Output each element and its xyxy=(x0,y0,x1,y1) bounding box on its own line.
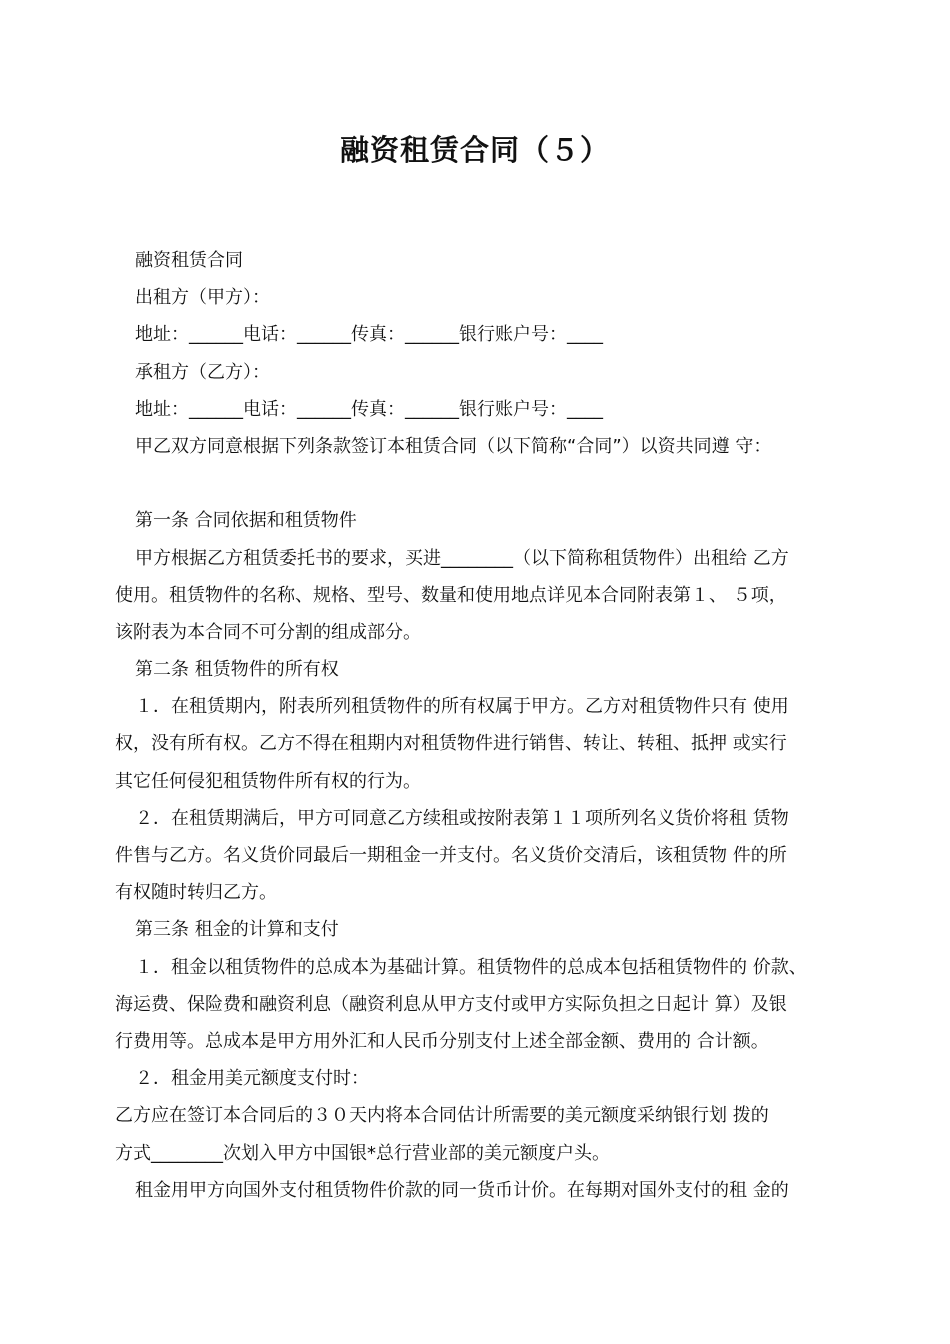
paragraph-line: 融资租赁合同 xyxy=(135,250,243,271)
paragraph-line: 其它任何侵犯租赁物件所有权的行为。 xyxy=(115,770,421,792)
document-title: 融资租赁合同（５） xyxy=(339,133,610,167)
paragraph-line: 权，没有所有权。乙方不得在租期内对租赁物件进行销售、转让、转租、抵押 或实行 xyxy=(115,733,787,755)
paragraph-line: 该附表为本合同不可分割的组成部分。 xyxy=(115,621,421,643)
paragraph-line: 租金用甲方向国外支付租赁物件价款的同一货币计价。在每期对国外支付的租 金的 xyxy=(135,1179,789,1201)
paragraph-line: １．在租赁期内，附表所列租赁物件的所有权属于甲方。乙方对租赁物件只有 使用 xyxy=(135,696,789,718)
paragraph-line: 乙方应在签订本合同后的３０天内将本合同估计所需要的美元额度采纳银行划 拨的 xyxy=(115,1105,769,1127)
paragraph-line: ２．在租赁期满后，甲方可同意乙方续租或按附表第１１项所列名义货价将租 赁物 xyxy=(135,807,789,829)
paragraph-line: 行费用等。总成本是甲方用外汇和人民币分别支付上述全部金额、费用的 合计额。 xyxy=(115,1030,769,1052)
paragraph-line: 甲乙双方同意根据下列条款签订本租赁合同（以下简称“合同”）以资共同遵 守： xyxy=(135,435,772,457)
paragraph-line: 有权随时转归乙方。 xyxy=(115,882,277,904)
paragraph-line: 甲方根据乙方租赁委托书的要求，买进________（以下简称租赁物件）出租给 乙方 xyxy=(135,547,789,569)
paragraph-line: １．租金以租赁物件的总成本为基础计算。租赁物件的总成本包括租赁物件的 价款、 xyxy=(135,956,807,978)
paragraph-line: 第三条 租金的计算和支付 xyxy=(135,919,339,941)
paragraph-line: 第一条 合同依据和租赁物件 xyxy=(135,510,357,532)
paragraph-line: ２．租金用美元额度支付时： xyxy=(135,1068,369,1090)
paragraph-line: 使用。租赁物件的名称、规格、型号、数量和使用地点详见本合同附表第１、 ５项， xyxy=(115,584,787,606)
blank-line xyxy=(115,465,845,502)
paragraph-line: 方式________次划入甲方中国银*总行营业部的美元额度户头。 xyxy=(115,1142,610,1164)
paragraph-line: 第二条 租赁物件的所有权 xyxy=(135,659,339,681)
paragraph-line: 件售与乙方。名义货价同最后一期租金一并支付。名义货价交清后，该租赁物 件的所 xyxy=(115,845,787,866)
paragraph-line: 承租方（乙方）： xyxy=(135,361,270,383)
paragraph-line: 地址：______电话：______传真：______银行账户号：____ xyxy=(135,324,603,346)
document-body xyxy=(115,242,845,1209)
paragraph-line: 出租方（甲方）： xyxy=(135,287,270,309)
paragraph-line: 海运费、保险费和融资利息（融资利息从甲方支付或甲方实际负担之日起计 算）及银 xyxy=(115,993,787,1015)
paragraph-line: 地址：______电话：______传真：______银行账户号：____ xyxy=(135,398,603,420)
